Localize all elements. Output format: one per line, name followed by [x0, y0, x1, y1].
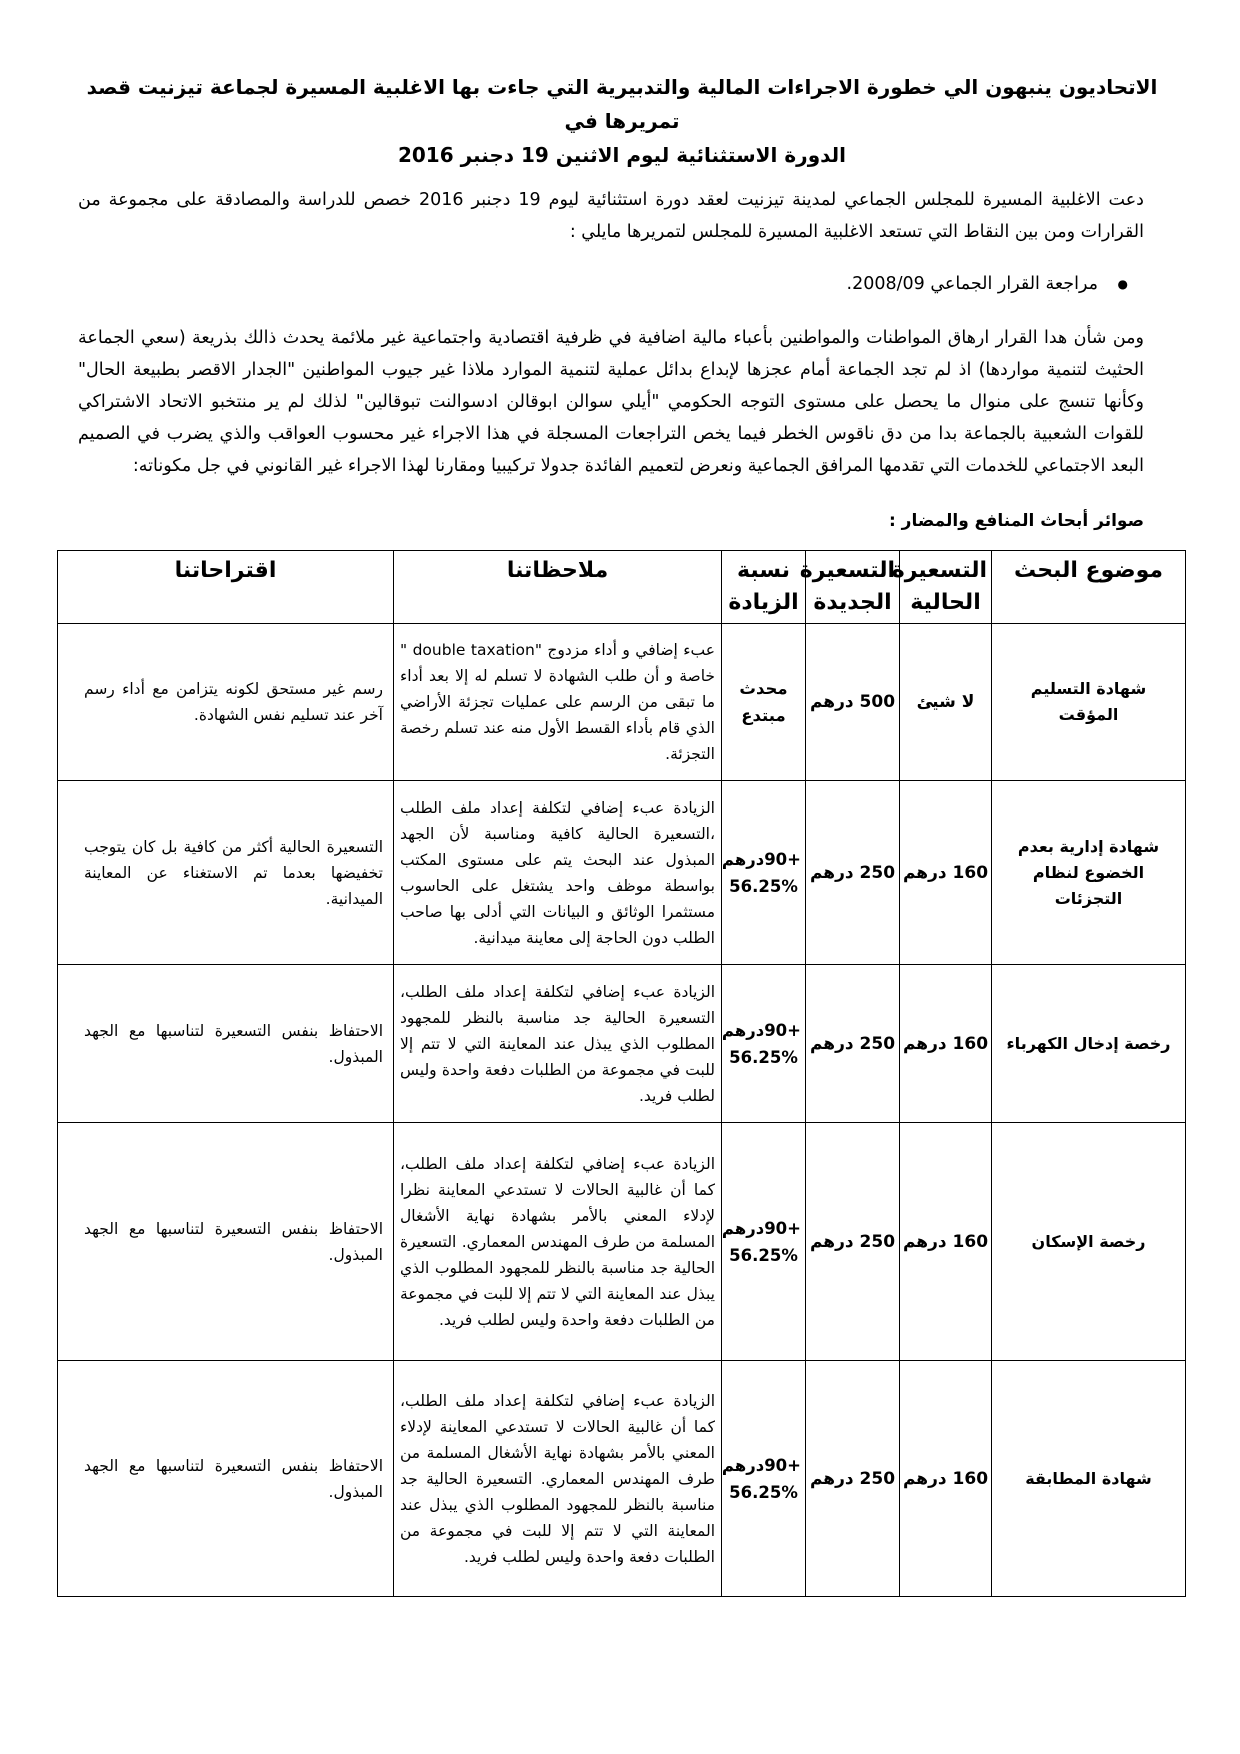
row-current-fee: 160 درهم	[900, 965, 992, 1123]
increase-amount: +90درهم	[721, 849, 801, 869]
table-row	[58, 1361, 1186, 1597]
row-notes: الزيادة عبء إضافي لتكلفة إعداد ملف الطلب، كما أن غالبية الحالات لا تستدعي المعاينة لإدلاء المعني بالأمر بشهادة نهاية الأشغال المسلمة من طرف المهندس المعماري. التسعيرة الحالية جد مناسبة بالنظر للمجهود المطلوب الذي يبذل عند المعاينة التي لا تتم إلا للبت في مجموعة من الطلبات دفعة واحدة وليس لطلب فريد.	[394, 1361, 722, 1597]
increase-amount: +90درهم	[721, 1020, 801, 1040]
decision-item: ● مراجعة القرار الجماعي 2008/09.	[58, 268, 1098, 300]
fees-comparison-table	[57, 550, 1186, 1597]
increase-percent: 56.25%	[729, 1047, 798, 1067]
row-increase	[722, 781, 806, 965]
increase-percent: 56.25%	[729, 1482, 798, 1502]
body-paragraph: ومن شأن هدا القرار ارهاق المواطنات والمواطنين بأعباء مالية اضافية في ظرفية اقتصادية واجتماعية غير ملائمة يحدث ذالك بذريعة (سعي الجماعة الحثيث لتنمية مواردها) اذ لم تجد الجماعة أمام عجزها لإبداع بدائل عملية لتنمية الموارد ملاذا غير جيوب المواطنين "الجدار الاقصر بطبيعة الحال" وكأنها تنسج على منوال ما يحصل على مستوى التوجه الحكومي "أيلي سوالن ابوقالن ادسوالنت تبوقالين" لذلك لم ير منتخبو الاتحاد الاشتراكي للقوات الشعبية بالجماعة بدا من دق ناقوس الخطر فيما يخص التراجعات المسجلة في هذا الاجراء غير محسوب العواقب والذي يضرب في الصميم البعد الاجتماعي للخدمات التي تقدمها المرافق الجماعية ونعرض لتعميم الفائدة جدولا تركيبيا ومقارنا لهذا الاجراء غير القانوني في جل مكوناته:	[78, 328, 1144, 476]
table-row	[58, 965, 1186, 1123]
row-subject: شهادة المطابقة	[992, 1361, 1186, 1597]
row-proposal: الاحتفاظ بنفس التسعيرة لتناسبها مع الجهد المبذول.	[58, 1123, 394, 1361]
title-line-1: الاتحاديون ينبهون الي خطورة الاجراءات المالية والتدبيرية التي جاءت بها الاغلبية المسيرة لجماعة تيزنيت قصد تمريرها في	[86, 75, 1158, 133]
increase-percent: 56.25%	[729, 876, 798, 896]
table-header-row	[58, 551, 1186, 624]
row-increase	[722, 624, 806, 781]
row-new-fee: 250 درهم	[806, 1361, 900, 1597]
intro-paragraph: دعت الاغلبية المسيرة للمجلس الجماعي لمدينة تيزنيت لعقد دورة استثنائية ليوم 19 دجنبر 2016 خصص للدراسة والمصادقة على مجموعة من القرارات ومن بين النقاط التي تستعد الاغلبية المسيرة للمجلس لتمريرها مايلي :	[78, 190, 1144, 242]
header-new-fee: التسعيرة الجديدة	[806, 551, 900, 624]
table-row	[58, 624, 1186, 781]
row-increase	[722, 965, 806, 1123]
row-proposal: رسم غير مستحق لكونه يتزامن مع أداء رسم آخر عند تسليم نفس الشهادة.	[58, 624, 394, 781]
increase-percent: 56.25%	[729, 1245, 798, 1265]
row-current-fee: 160 درهم	[900, 1361, 992, 1597]
row-increase	[722, 1123, 806, 1361]
decision-list	[58, 268, 1186, 300]
header-increase: نسبة الزيادة	[722, 551, 806, 624]
row-subject: شهادة إدارية بعدم الخضوع لنظام التجزئات	[992, 781, 1186, 965]
row-notes: الزيادة عبء إضافي لتكلفة إعداد ملف الطلب، التسعيرة الحالية جد مناسبة بالنظر للمجهود المطلوب الذي يبذل عند المعاينة التي لا تتم إلا للبت في مجموعة من الطلبات دفعة واحدة وليس لطلب فريد.	[394, 965, 722, 1123]
row-current-fee: لا شيئ	[900, 624, 992, 781]
row-notes: الزيادة عبء إضافي لتكلفة إعداد ملف الطلب ،التسعيرة الحالية كافية ومناسبة لأن الجهد المبذول عند البحث يتم على مستوى المكتب بواسطة موظف واحد يشتغل على الحاسوب مستثمرا الوثائق و البيانات التي أدلى بها صاحب الطلب دون الحاجة إلى معاينة ميدانية.	[394, 781, 722, 965]
row-current-fee: 160 درهم	[900, 1123, 992, 1361]
row-subject: رخصة الإسكان	[992, 1123, 1186, 1361]
row-proposal: الاحتفاظ بنفس التسعيرة لتناسبها مع الجهد المبذول.	[58, 1361, 394, 1597]
increase-amount: محدث	[739, 679, 788, 698]
section-title: صوائر أبحاث المنافع والمضار :	[888, 511, 1144, 531]
row-new-fee: 500 درهم	[806, 624, 900, 781]
row-subject: رخصة إدخال الكهرباء	[992, 965, 1186, 1123]
row-increase	[722, 1361, 806, 1597]
row-proposal: الاحتفاظ بنفس التسعيرة لتناسبها مع الجهد المبذول.	[58, 965, 394, 1123]
header-current-fee: التسعيرة الحالية	[900, 551, 992, 624]
increase-amount: +90درهم	[721, 1455, 801, 1475]
document-page	[58, 70, 1186, 1597]
row-new-fee: 250 درهم	[806, 965, 900, 1123]
row-subject: شهادة التسليم المؤقت	[992, 624, 1186, 781]
row-current-fee: 160 درهم	[900, 781, 992, 965]
table-row	[58, 781, 1186, 965]
row-proposal: التسعيرة الحالية أكثر من كافية بل كان يتوجب تخفيضها بعدما تم الاستغناء عن المعاينة الميدانية.	[58, 781, 394, 965]
increase-amount: +90درهم	[721, 1218, 801, 1238]
row-new-fee: 250 درهم	[806, 1123, 900, 1361]
title-line-2: الدورة الاستثنائية ليوم الاثنين 19 دجنبر 2016	[397, 143, 847, 167]
increase-percent: مبتدع	[741, 706, 786, 725]
row-notes: عبء إضافي و أداء مزدوج "double taxation " خاصة و أن طلب الشهادة لا تسلم له إلا بعد أداء ما تبقى من الرسم على عمليات تجزئة الأراضي الذي قام بأداء القسط الأول منه عند تسلم رخصة التجزئة.	[394, 624, 722, 781]
header-proposals: اقتراحاتنا	[58, 551, 394, 624]
document-title	[58, 70, 1186, 172]
row-notes: الزيادة عبء إضافي لتكلفة إعداد ملف الطلب، كما أن غالبية الحالات لا تستدعي المعاينة نظرا لإدلاء المعني بالأمر بشهادة نهاية الأشغال المسلمة من طرف المهندس المعماري. التسعيرة الحالية جد مناسبة بالنظر للمجهود المطلوب الذي يبذل عند المعاينة التي لا تتم إلا للبت في مجموعة من الطلبات دفعة واحدة وليس لطلب فريد.	[394, 1123, 722, 1361]
header-subject: موضوع البحث	[992, 551, 1186, 624]
row-new-fee: 250 درهم	[806, 781, 900, 965]
table-row	[58, 1123, 1186, 1361]
header-notes: ملاحظاتنا	[394, 551, 722, 624]
